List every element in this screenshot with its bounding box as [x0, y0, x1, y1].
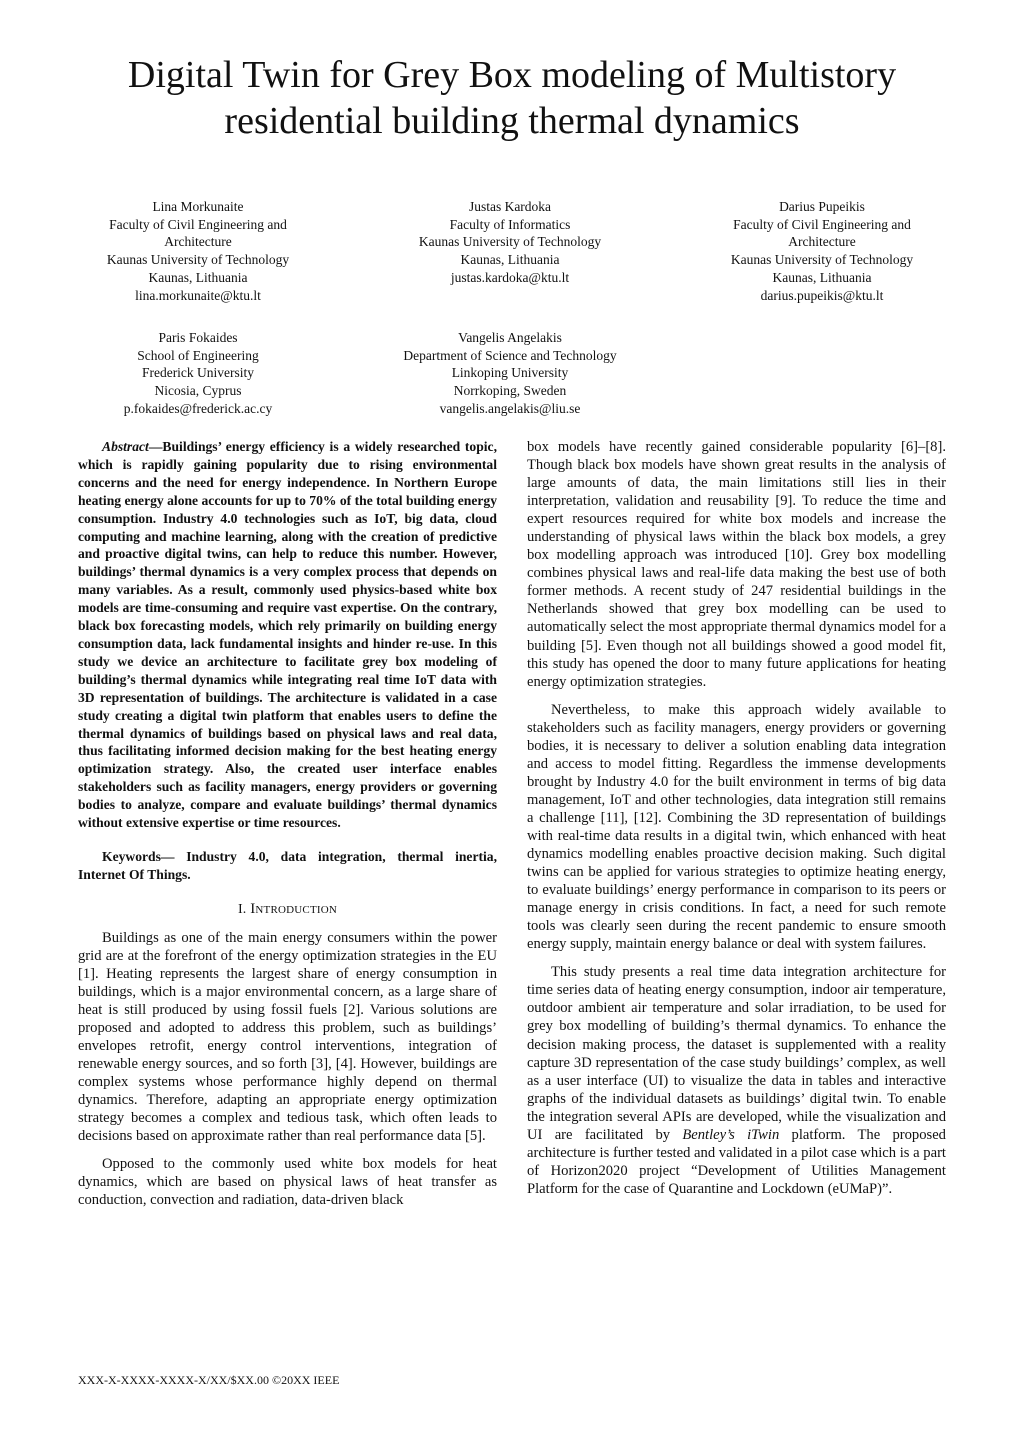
author-email: p.fokaides@frederick.ac.cy	[123, 400, 273, 416]
author-location: Kaunas, Lithuania	[148, 269, 248, 285]
author-name: Vangelis Angelakis	[458, 330, 562, 345]
abstract-label: Abstract	[102, 439, 149, 454]
author-affiliation: Kaunas University of Technology	[730, 252, 914, 268]
author-affiliation: Kaunas University of Technology	[418, 234, 602, 250]
author-block-2	[390, 198, 630, 287]
paper-title	[40, 52, 984, 144]
title-line-1: Digital Twin for Grey Box modeling of Multistory	[127, 54, 897, 96]
author-email: vangelis.angelakis@liu.se	[439, 400, 581, 416]
author-location: Kaunas, Lithuania	[460, 252, 560, 268]
title-line-2: residential building thermal dynamics	[224, 100, 800, 142]
author-name: Justas Kardoka	[468, 199, 552, 214]
section-heading-introduction	[78, 900, 497, 919]
paragraph: Nevertheless, to make this approach widely available to stakeholders such as facility managers, energy providers or governing bodies, it is necessary to deliver a solution enabling data integration and access to model fitting. Regardless the immense developments brought by Industry 4.0 for the built environment in terms of big data management, IoT and other technologies, data integration still remains a challenge [11], [12]. Combining the 3D representation of buildings with real-time data results in a digital twin, which enhanced with heat dynamics modelling enables proactive decision making. Such digital twins can be applied for various strategies to optimize heating energy, to evaluate buildings’ energy performance in comparison to its peers or manage energy in crisis conditions. In fact, a need for such remote tools was clearly seen during the recent pandemic to ensure smooth energy supply, maintain energy balance or deal with system failures.	[527, 701, 946, 953]
author-name: Darius Pupeikis	[779, 199, 865, 214]
author-block-1	[78, 198, 318, 304]
section-title: Introduction	[250, 900, 338, 917]
copyright-footer: XXX-X-XXXX-XXXX-X/XX/$XX.00 ©20XX IEEE	[78, 1373, 340, 1387]
author-email: justas.kardoka@ktu.lt	[450, 269, 570, 285]
paragraph	[527, 963, 946, 1198]
paragraph: Opposed to the commonly used white box models for heat dynamics, which are based on physical laws of heat transfer as conduction, convection and radiation, data-driven black	[78, 1156, 497, 1209]
author-name: Lina Morkunaite	[152, 199, 244, 214]
author-location: Norrkoping, Sweden	[453, 383, 567, 399]
author-affiliation: Faculty of Civil Engineering and	[733, 216, 911, 232]
right-column	[527, 438, 946, 1198]
author-affiliation: Faculty of Civil Engineering and	[109, 216, 287, 232]
paragraph: box models have recently gained considerable popularity [6]–[8]. Though black box models have shown great results in the analysis of large amounts of data, the main limitations still lies in their interpretation, validation and reusability [9]. To reduce the time and expert resources required for white box models and increase the understanding of physical laws within the black box models, a grey box modelling approach was introduced [10]. Grey box modelling combines physical laws and real-life data making the best use of both former methods. A recent study of 247 residential buildings in the Netherlands showed that grey box modelling can be used to automatically select the most appropriate thermal dynamics model for a building [5]. Even though not all buildings showed a good model fit, this study has opened the door to many future applications for heating energy optimization strategies.	[527, 439, 946, 690]
author-affiliation: Kaunas University of Technology	[106, 252, 290, 268]
author-affiliation: Linkoping University	[451, 365, 569, 381]
author-block-4	[78, 329, 318, 418]
author-affiliation: Architecture	[164, 234, 232, 250]
author-affiliation: Frederick University	[141, 365, 255, 381]
author-name: Paris Fokaides	[158, 330, 238, 345]
abstract-text: —Buildings’ energy efficiency is a widely researched topic, which is rapidly gaining popularity due to rising environmental concerns and the need for energy independence. In Northern Europe heating energy alone accounts for up to 70% of the total building energy consumption. Industry 4.0 technologies such as IoT, big data, cloud computing and machine learning, along with the creation of predictive and proactive digital twins, can help to reduce this number. However, buildings’ thermal dynamics is a very complex process that depends on many variables. As a result, commonly used physics-based white box models are time-consuming and require vast expertise. On the contrary, black box forecasting models, which rely primarily on building energy consumption data, lack fundamental insights and hinder re-use. In this study we device an architecture to facilitate grey box modeling of building’s thermal dynamics while integrating real time IoT data with 3D representation of buildings. The architecture is validated in a case study creating a digital twin platform that enables users to define the thermal dynamics of buildings based on physical laws and real data, thus facilitating informed decision making for the best heating energy optimization strategy. Also, the created user interface enables stakeholders such as facility managers, energy providers or governing bodies to analyze, compare and evaluate buildings’ thermal dynamics without extensive expertise or time resources.	[78, 439, 497, 831]
author-affiliation: Architecture	[788, 234, 856, 250]
keywords: Keywords— Industry 4.0, data integration, thermal inertia, Internet Of Things.	[78, 848, 497, 882]
author-location: Nicosia, Cyprus	[154, 383, 242, 399]
author-affiliation: Department of Science and Technology	[403, 347, 617, 363]
author-affiliation: Faculty of Informatics	[449, 216, 571, 232]
paragraph-text: This study presents a real time data integration architecture for time series data of heating energy consumption, indoor air temperature, outdoor ambient air temperature and solar irradiation, to be used for grey box modelling of building’s thermal dynamics. To enhance the decision making process, the dataset is supplemented with a reality capture 3D representation of the case study buildings’ complex, as well as a user interface (UI) to visualize the data in tables and interactive graphs of the individual datasets as buildings’ digital twin. To enable the integration several APIs are developed, while the visualization and UI are facilitated by	[527, 964, 946, 1143]
author-affiliation: School of Engineering	[137, 347, 259, 363]
author-location: Kaunas, Lithuania	[772, 269, 872, 285]
author-email: lina.morkunaite@ktu.lt	[135, 287, 261, 303]
paragraph: Buildings as one of the main energy consumers within the power grid are at the forefront of the energy optimization strategies in the EU [1]. Heating represents the largest share of energy consumption in buildings, which is a major environmental concern, as a large share of heat is still produced by using fossil fuels [2]. Various solutions are proposed and adopted to address this problem, such as buildings’ envelopes retrofit, energy control interventions, integration of renewable energy sources, and so forth [3], [4]. However, buildings are complex systems whose performance highly depend on thermal dynamics. Therefore, adapting an appropriate energy optimization strategy becomes a complex and tedious task, which often leads to decisions based on approximate rather than real performance data [5].	[78, 929, 497, 1145]
section-number: I.	[237, 901, 247, 917]
author-email: darius.pupeikis@ktu.lt	[760, 287, 884, 303]
left-column	[78, 438, 497, 1210]
abstract	[78, 438, 497, 832]
author-block-5	[380, 329, 640, 418]
author-block-3	[702, 198, 942, 304]
platform-name: Bentley’s iTwin	[682, 1126, 780, 1143]
paragraph-text: platform. The proposed architecture is further tested and validated in a pilot case which is a part of Horizon2020 project “Development of Utilities Management Platform for the case of Quarantine and Lockdown (eUMaP)”.	[527, 1126, 946, 1197]
